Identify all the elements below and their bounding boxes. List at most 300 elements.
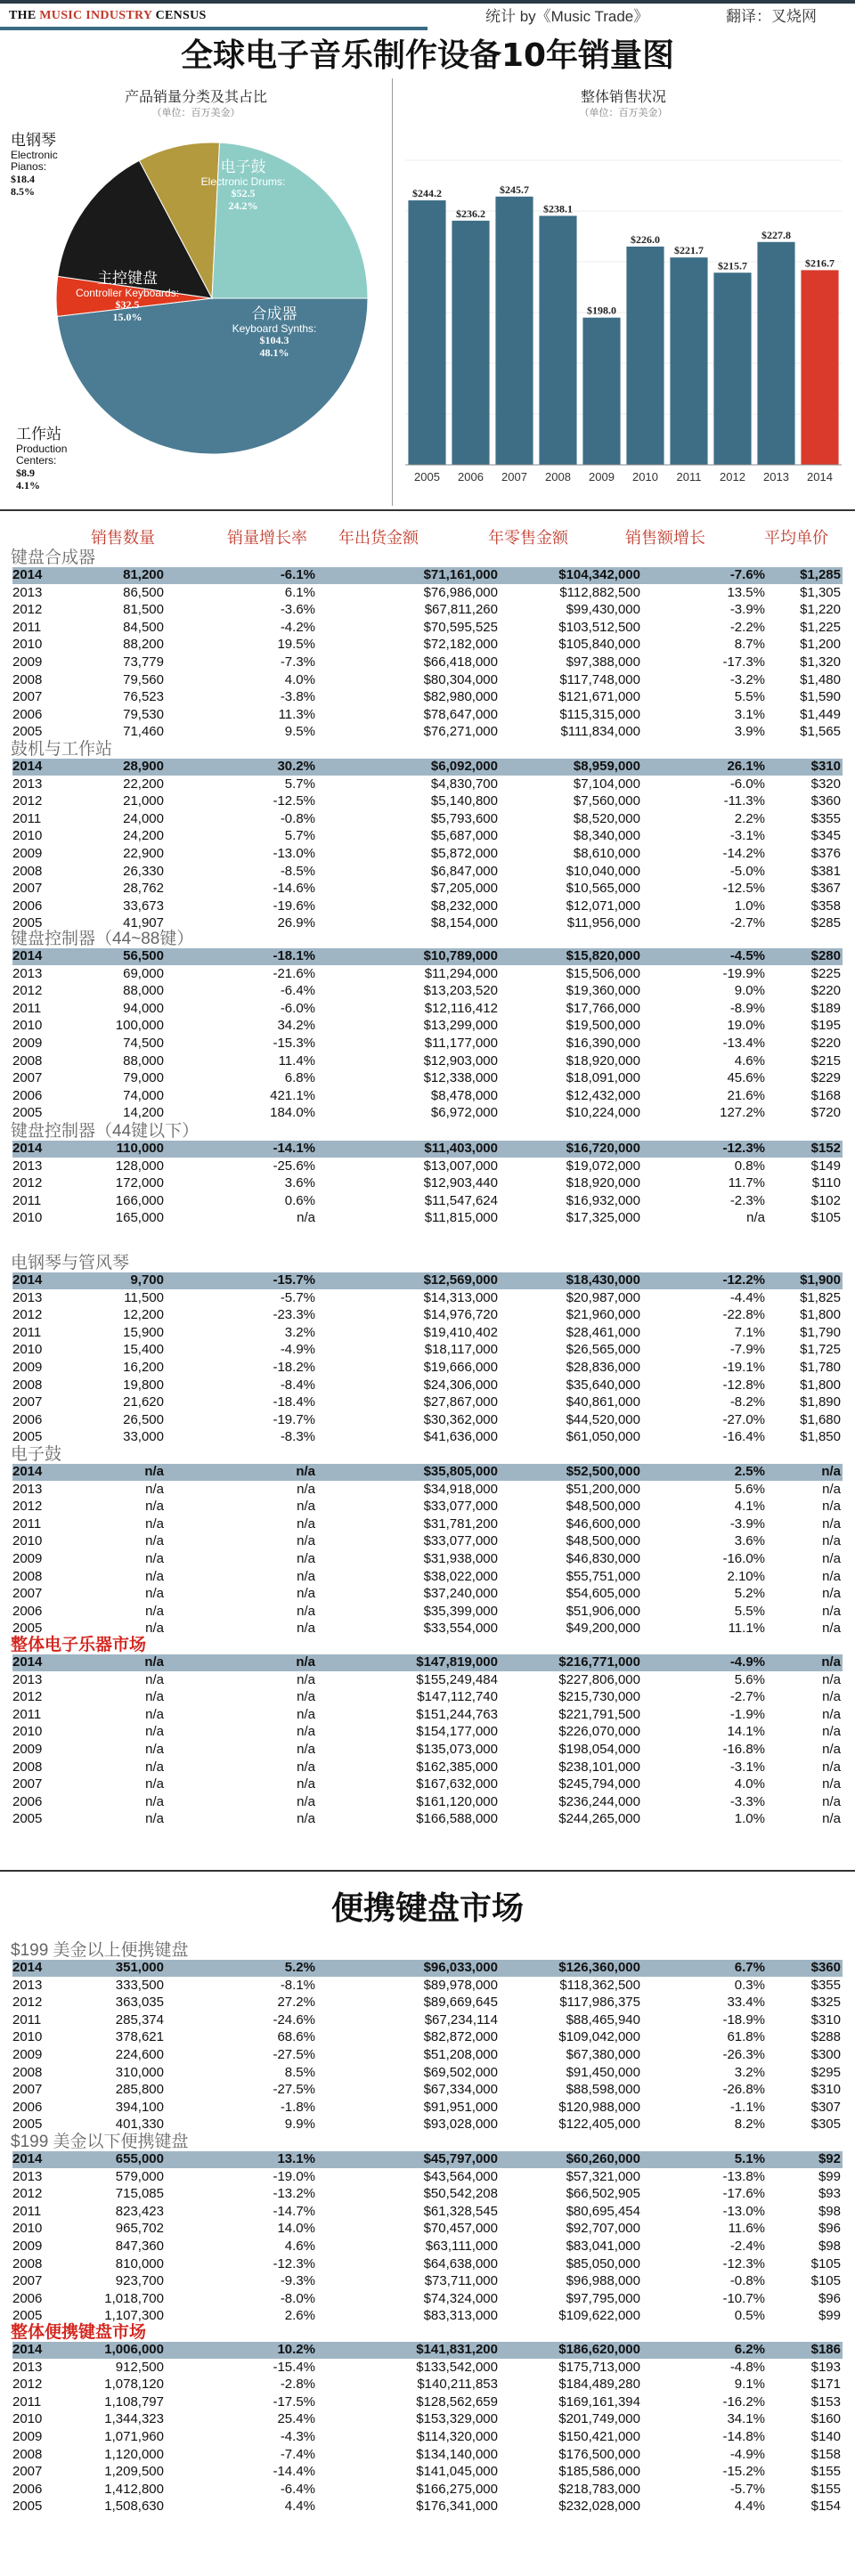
table-cell: $153,329,000	[416, 2411, 498, 2427]
table-cell: $27,867,000	[423, 1394, 498, 1410]
table-cell: $67,380,000	[566, 2047, 640, 2062]
table-cell: $14,313,000	[423, 1289, 498, 1305]
table-row	[12, 846, 843, 863]
table-cell: -19.0%	[273, 2168, 315, 2184]
table-cell: $355	[810, 810, 841, 826]
table-cell: $5,872,000	[430, 846, 498, 861]
table-cell: $1,590	[800, 689, 841, 705]
table-cell: 24,000	[123, 810, 164, 826]
table-cell: n/a	[822, 1621, 841, 1637]
table-row	[12, 1175, 843, 1192]
pie-unit: （单位：百万美金）	[151, 108, 240, 118]
table-row	[12, 1724, 843, 1741]
table-cell: 3.2%	[284, 1324, 315, 1340]
table-row	[12, 1551, 843, 1568]
table-cell: $1,449	[800, 706, 841, 722]
table-cell: 128,000	[115, 1158, 164, 1174]
section-title: 电钢琴与管风琴	[11, 1254, 130, 1272]
table-cell: $186,620,000	[558, 2342, 640, 2357]
table-cell: 13.1%	[277, 2151, 315, 2166]
table-cell: $21,960,000	[566, 1307, 640, 1323]
table-cell: $13,299,000	[423, 1018, 498, 1034]
table-cell: -15.2%	[722, 2464, 765, 2480]
table-cell: 847,360	[115, 2239, 164, 2254]
table-cell: $99	[818, 2308, 841, 2324]
column-header: 销售数量	[91, 529, 155, 547]
table-cell: 1,108,797	[104, 2393, 164, 2409]
table-cell: 19,800	[123, 1377, 164, 1393]
table-cell: $310	[810, 2011, 841, 2027]
table-cell: 26,330	[123, 863, 164, 879]
table-cell: 285,800	[115, 2082, 164, 2098]
table-cell: $105,840,000	[558, 637, 640, 653]
table-cell: 165,000	[115, 1210, 164, 1226]
table-cell: n/a	[746, 1210, 765, 1226]
table-cell: -17.3%	[722, 654, 765, 670]
table-cell: $154	[810, 2499, 841, 2515]
table-cell: n/a	[297, 1481, 315, 1497]
table-cell: 2.2%	[734, 810, 765, 826]
table-cell: 13.5%	[727, 584, 765, 600]
table-cell: $10,789,000	[423, 948, 498, 963]
table-row	[12, 1978, 843, 1995]
table-cell: $8,610,000	[573, 846, 640, 861]
bar-2010	[626, 247, 664, 465]
table-cell: 11.6%	[728, 2221, 765, 2237]
table-cell: $11,403,000	[424, 1141, 498, 1156]
table-cell: $720	[810, 1105, 841, 1121]
table-cell: 1,071,960	[104, 2429, 164, 2444]
table-cell: 2014	[12, 759, 43, 774]
table-cell: $91,450,000	[566, 2064, 640, 2080]
table-cell: 2013	[12, 1158, 43, 1174]
bar-2007	[495, 197, 533, 465]
table-cell: $5,687,000	[430, 828, 498, 844]
table-cell: n/a	[297, 1586, 315, 1602]
table-cell: n/a	[145, 1776, 164, 1792]
table-row	[12, 1193, 843, 1210]
table-cell: 0.8%	[734, 1158, 765, 1174]
table-cell: $216,771,000	[558, 1654, 640, 1670]
table-cell: n/a	[297, 1776, 315, 1792]
table-cell: 9.5%	[284, 724, 315, 740]
table-cell: 26,500	[123, 1411, 164, 1427]
table-cell: 14.0%	[277, 2221, 315, 2237]
table-cell: 2006	[12, 706, 43, 722]
table-cell: -6.1%	[280, 567, 315, 582]
table-cell: 68.6%	[277, 2029, 315, 2045]
table-cell: $88,465,940	[566, 2011, 640, 2027]
table-cell: 3.6%	[734, 1533, 765, 1549]
table-cell: -7.4%	[280, 2446, 315, 2462]
table-cell: $31,938,000	[423, 1551, 498, 1566]
table-cell: $1,850	[800, 1429, 841, 1445]
table-cell: $215	[810, 1052, 841, 1069]
table-cell: 923,700	[115, 2273, 164, 2289]
table-row	[12, 828, 843, 845]
table-row	[12, 2342, 843, 2359]
table-cell: n/a	[145, 1516, 164, 1532]
table-cell: n/a	[145, 1603, 164, 1619]
table-cell: $14,976,720	[423, 1307, 498, 1323]
table-cell: 2013	[12, 1481, 43, 1497]
table-cell: -18.9%	[722, 2011, 765, 2027]
table-cell: 12,200	[123, 1307, 164, 1323]
table-cell: 26.9%	[277, 915, 315, 931]
table-cell: 2010	[12, 1724, 43, 1740]
table-cell: $117,986,375	[559, 1995, 640, 2011]
table-cell: $67,234,114	[424, 2011, 498, 2027]
table-cell: 2012	[12, 2186, 43, 2202]
table-cell: 333,500	[115, 1977, 164, 1993]
table-cell: n/a	[297, 1811, 315, 1827]
section-title: 整体电子乐器市场	[11, 1636, 147, 1654]
table-cell: $67,334,000	[423, 2082, 498, 2098]
table-row	[12, 1141, 843, 1158]
table-cell: $41,636,000	[423, 1429, 498, 1445]
table-cell: 8.2%	[734, 2117, 765, 2133]
table-cell: $1,320	[800, 654, 841, 670]
table-cell: -23.3%	[273, 1307, 315, 1323]
table-cell: 2014	[12, 948, 43, 963]
table-cell: 74,500	[123, 1036, 164, 1051]
bar-unit: （单位：百万美金）	[579, 108, 668, 118]
table-cell: 81,500	[123, 602, 164, 618]
table-row	[12, 2082, 843, 2099]
table-row	[12, 759, 843, 776]
table-cell: $70,457,000	[423, 2221, 498, 2237]
table-row	[12, 2411, 843, 2428]
table-cell: n/a	[145, 1499, 164, 1515]
table-cell: -3.1%	[729, 828, 765, 844]
table-cell: $102	[810, 1192, 841, 1208]
table-cell: $1,680	[800, 1411, 841, 1427]
table-cell: 5.6%	[734, 1481, 765, 1497]
x-tick-2006: 2006	[458, 470, 484, 484]
table-cell: n/a	[297, 1516, 315, 1532]
table-cell: -8.4%	[280, 1377, 315, 1393]
table-cell: $66,418,000	[423, 654, 498, 670]
table-cell: 912,500	[115, 2359, 164, 2375]
table-cell: 1,120,000	[104, 2446, 164, 2462]
table-cell: 73,779	[123, 654, 164, 670]
table-cell: -14.8%	[722, 2429, 765, 2444]
table-cell: 84,500	[123, 619, 164, 635]
table-cell: $35,399,000	[423, 1603, 498, 1619]
table-cell: $238,101,000	[558, 1759, 640, 1775]
table-cell: $31,781,200	[423, 1516, 498, 1532]
table-cell: -19.7%	[273, 1411, 315, 1427]
table-cell: $121,671,000	[558, 689, 640, 705]
table-cell: n/a	[822, 1811, 841, 1827]
table-row	[12, 1960, 843, 1977]
table-cell: $61,050,000	[566, 1429, 640, 1445]
table-row	[12, 2273, 843, 2290]
table-cell: n/a	[297, 1603, 315, 1619]
table-cell: $50,542,208	[423, 2186, 498, 2202]
table-cell: 6.7%	[734, 1960, 765, 1975]
table-cell: $12,071,000	[566, 898, 640, 914]
table-cell: $11,956,000	[566, 915, 640, 931]
table-row	[12, 1001, 843, 1018]
table-cell: -24.6%	[273, 2011, 315, 2027]
table-cell: -18.4%	[273, 1394, 315, 1410]
table-cell: $12,432,000	[566, 1087, 640, 1103]
table-cell: $82,980,000	[423, 689, 498, 705]
table-cell: -13.4%	[722, 1036, 765, 1051]
table-cell: n/a	[821, 1464, 841, 1479]
table-cell: 2012	[12, 983, 43, 999]
table-cell: n/a	[145, 1742, 164, 1757]
table-cell: $44,520,000	[566, 1411, 640, 1427]
table-cell: n/a	[297, 1793, 315, 1809]
section-rule	[0, 1870, 855, 1872]
table-cell: 2006	[12, 2481, 43, 2497]
table-cell: 2005	[12, 1621, 43, 1637]
table-cell: 2008	[12, 1052, 43, 1069]
table-cell: 2009	[12, 2047, 43, 2062]
table-cell: $155	[810, 2481, 841, 2497]
table-cell: $19,666,000	[423, 1360, 498, 1375]
table-cell: $64,638,000	[423, 2255, 498, 2271]
table-cell: 2008	[12, 1377, 43, 1393]
column-header: 年出货金额	[338, 529, 419, 547]
table-cell: n/a	[144, 1464, 164, 1479]
table-cell: 579,000	[115, 2168, 164, 2184]
table-cell: 8.5%	[284, 2064, 315, 2080]
table-cell: $215,730,000	[558, 1689, 640, 1705]
table-cell: $80,304,000	[423, 671, 498, 687]
table-cell: $8,520,000	[573, 810, 640, 826]
table-cell: -8.9%	[729, 1000, 765, 1016]
table-cell: $55,751,000	[566, 1568, 640, 1584]
table-cell: n/a	[145, 1551, 164, 1566]
table-row	[12, 2047, 843, 2064]
table-cell: 1,344,323	[104, 2411, 164, 2427]
table-cell: $305	[810, 2117, 841, 2133]
table-cell: 2014	[12, 1654, 43, 1670]
table-cell: -26.3%	[722, 2047, 765, 2062]
table-cell: $1,800	[800, 1307, 841, 1323]
table-cell: $280	[810, 948, 841, 963]
table-cell: $288	[810, 2029, 841, 2045]
table-cell: 351,000	[115, 1960, 164, 1975]
table-cell: -17.5%	[273, 2393, 315, 2409]
table-cell: $71,161,000	[423, 567, 498, 582]
table-cell: 33,000	[123, 1429, 164, 1445]
column-header: 平均单价	[764, 529, 828, 547]
table-cell: n/a	[297, 1689, 315, 1705]
table-cell: $28,461,000	[566, 1324, 640, 1340]
table-cell: -12.2%	[722, 1272, 765, 1288]
table-cell: 2011	[12, 810, 42, 826]
table-cell: $295	[810, 2064, 841, 2080]
table-cell: -26.8%	[722, 2082, 765, 2098]
table-cell: 2008	[12, 2064, 43, 2080]
table-cell: -16.4%	[722, 1429, 765, 1445]
table-cell: 11.1%	[728, 1621, 765, 1637]
table-cell: 224,600	[115, 2047, 164, 2062]
table-cell: 33.4%	[727, 1995, 765, 2011]
table-row	[12, 2151, 843, 2168]
table-cell: 378,621	[115, 2029, 164, 2045]
table-cell: $1,900	[800, 1272, 841, 1288]
bar-chart	[396, 116, 851, 499]
table-cell: $82,872,000	[423, 2029, 498, 2045]
table-cell: $1,780	[800, 1360, 841, 1375]
table-row	[12, 2221, 843, 2238]
table-cell: $18,920,000	[566, 1052, 640, 1069]
table-cell: 5.5%	[734, 689, 765, 705]
table-cell: $66,502,905	[566, 2186, 640, 2202]
table-cell: 1,209,500	[104, 2464, 164, 2480]
table-cell: -22.8%	[722, 1307, 765, 1323]
table-cell: -2.4%	[729, 2239, 765, 2254]
table-cell: -12.3%	[722, 1141, 765, 1156]
table-cell: $1,800	[800, 1377, 841, 1393]
table-cell: $33,554,000	[423, 1621, 498, 1637]
table-row	[12, 1995, 843, 2011]
table-cell: $18,430,000	[566, 1272, 640, 1288]
table-cell: 11.4%	[278, 1052, 315, 1069]
table-row	[12, 1794, 843, 1811]
table-cell: 27.2%	[277, 1995, 315, 2011]
table-cell: $46,600,000	[566, 1516, 640, 1532]
table-cell: $28,836,000	[566, 1360, 640, 1375]
table-cell: $158	[810, 2446, 841, 2462]
pie-label-keyboard: 合成器 Keyboard Synths: $104.3 48.1%	[232, 305, 317, 360]
table-cell: 2011	[12, 2393, 42, 2409]
table-cell: 2005	[12, 1811, 43, 1827]
table-cell: -21.6%	[273, 965, 315, 981]
table-cell: -5.0%	[729, 863, 765, 879]
table-cell: 0.5%	[734, 2308, 765, 2324]
table-cell: 2014	[12, 1960, 43, 1975]
table-cell: $63,111,000	[425, 2239, 498, 2254]
table-row	[12, 1429, 843, 1446]
table-cell: -8.0%	[280, 2290, 315, 2306]
table-cell: 56,500	[123, 948, 164, 963]
table-row	[12, 948, 843, 965]
table-cell: $141,831,200	[416, 2342, 498, 2357]
table-cell: $103,512,500	[558, 619, 640, 635]
table-cell: 11.3%	[278, 706, 315, 722]
table-cell: 2006	[12, 2099, 43, 2115]
table-cell: 2013	[12, 776, 43, 792]
table-cell: $162,385,000	[416, 1759, 498, 1775]
table-cell: $5,140,800	[430, 793, 498, 809]
table-cell: 421.1%	[270, 1087, 315, 1103]
table-cell: $189	[810, 1000, 841, 1016]
table-cell: 61.8%	[727, 2029, 765, 2045]
bar-label-2007: $245.7	[500, 183, 529, 196]
table-cell: -3.9%	[729, 1516, 765, 1532]
table-row	[12, 1742, 843, 1759]
table-cell: $48,500,000	[566, 1499, 640, 1515]
table-cell: $198,054,000	[558, 1742, 640, 1757]
table-cell: 81,200	[123, 567, 164, 582]
table-cell: $126,360,000	[558, 1960, 640, 1975]
table-row	[12, 1707, 843, 1724]
table-cell: 76,523	[123, 689, 164, 705]
table-cell: n/a	[822, 1671, 841, 1687]
table-cell: -15.7%	[273, 1272, 315, 1288]
table-cell: 2008	[12, 863, 43, 879]
table-row	[12, 2291, 843, 2308]
table-cell: -0.8%	[729, 2273, 765, 2289]
table-cell: $54,605,000	[566, 1586, 640, 1602]
table-cell: 24,200	[123, 828, 164, 844]
table-cell: -4.4%	[729, 1289, 765, 1305]
table-cell: $11,294,000	[424, 965, 498, 981]
table-cell: 363,035	[115, 1995, 164, 2011]
table-cell: 2014	[12, 1272, 43, 1288]
x-tick-2008: 2008	[545, 470, 571, 484]
table-cell: 2005	[12, 2499, 43, 2515]
table-cell: 4.6%	[284, 2239, 315, 2254]
table-cell: -8.3%	[280, 1429, 315, 1445]
table-cell: $96,033,000	[423, 1960, 498, 1975]
table-cell: $30,362,000	[423, 1411, 498, 1427]
table-cell: $83,041,000	[566, 2239, 640, 2254]
table-cell: $1,890	[800, 1394, 841, 1410]
table-row	[12, 793, 843, 810]
table-cell: 10.2%	[277, 2342, 315, 2357]
table-cell: $20,987,000	[566, 1289, 640, 1305]
table-cell: 184.0%	[270, 1105, 315, 1121]
table-cell: 79,530	[123, 706, 164, 722]
table-cell: 2009	[12, 2429, 43, 2444]
bar-label-2006: $236.2	[456, 207, 485, 220]
table-cell: $133,542,000	[416, 2359, 498, 2375]
table-cell: -12.5%	[722, 881, 765, 897]
table-cell: 2009	[12, 1360, 43, 1375]
table-cell: -12.8%	[722, 1377, 765, 1393]
table-cell: 9.9%	[284, 2117, 315, 2133]
table-cell: 9.1%	[734, 2377, 765, 2393]
table-cell: n/a	[145, 1793, 164, 1809]
table-cell: n/a	[297, 1533, 315, 1549]
table-cell: 2010	[12, 1342, 43, 1358]
table-cell: $35,805,000	[423, 1464, 498, 1479]
table-cell: 2011	[12, 2203, 42, 2219]
table-cell: $8,154,000	[430, 915, 498, 931]
table-cell: 34.1%	[727, 2411, 765, 2427]
table-cell: $12,903,440	[423, 1175, 498, 1191]
table-cell: 9,700	[130, 1272, 164, 1288]
table-cell: $155,249,484	[416, 1671, 498, 1687]
pie-label-controller: 主控键盘 Controller Keyboards: $32.5 15.0%	[75, 270, 180, 324]
table-cell: $10,565,000	[566, 881, 640, 897]
table-cell: $51,208,000	[423, 2047, 498, 2062]
table-cell: 166,000	[115, 1192, 164, 1208]
table-row	[12, 864, 843, 881]
table-cell: 100,000	[115, 1018, 164, 1034]
bar-2014	[801, 270, 838, 465]
table-cell: n/a	[296, 1464, 315, 1479]
table-row	[12, 1307, 843, 1324]
table-cell: $57,321,000	[566, 2168, 640, 2184]
table-cell: $120,988,000	[558, 2099, 640, 2115]
table-row	[12, 2499, 843, 2515]
table-cell: 9.0%	[734, 983, 765, 999]
table-cell: $112,882,500	[559, 584, 640, 600]
table-cell: n/a	[822, 1516, 841, 1532]
table-cell: $69,502,000	[423, 2064, 498, 2080]
table-row	[12, 654, 843, 671]
table-cell: 2008	[12, 671, 43, 687]
table-cell: $6,972,000	[430, 1105, 498, 1121]
